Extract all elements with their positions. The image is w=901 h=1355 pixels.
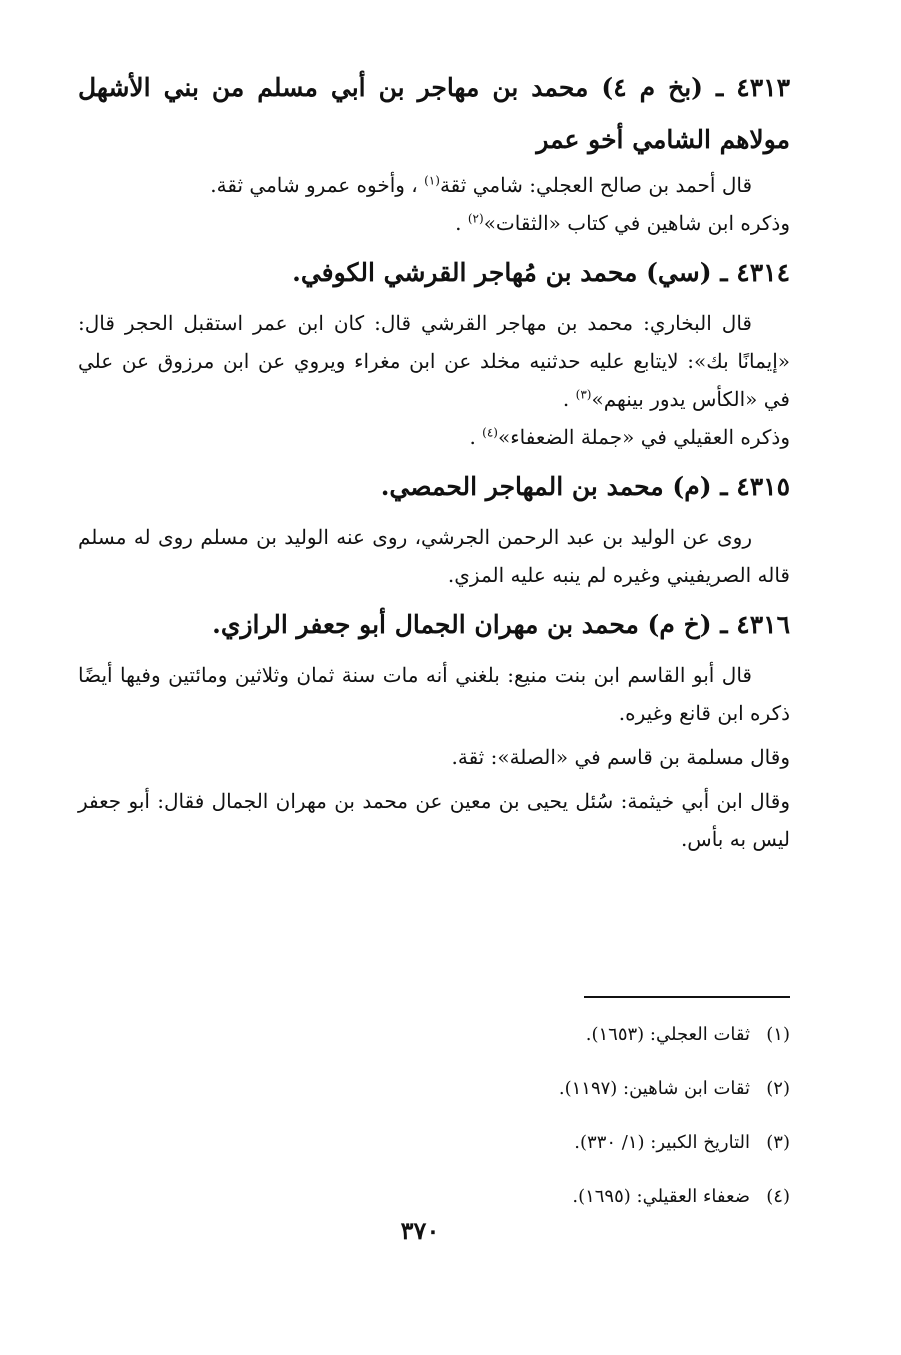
footnote-ref[interactable]: (٣) [575,387,592,402]
footnote: (٣)التاريخ الكبير: (١/ ٣٣٠). [574,1132,790,1153]
entry-heading: ٤٣١٥ ـ (م) محمد بن المهاجر الحمصي. [380,472,790,501]
entry-paragraph: قال البخاري: محمد بن مهاجر القرشي قال: كان ابن عمر استقبل الحجر قال: «إيمانًا بك»: لايتابع عليه حدثنيه مخلد عن ابن مغراء ويروي عن ابن مرزوق عن علي في «الكأس يدور بينهم»$^{(٣)}$ . [78,311,790,411]
footnote: (٢)ثقات ابن شاهين: (١١٩٧). [558,1078,790,1099]
entry-paragraph: قال أحمد بن صالح العجلي: شامي ثقة$^{(١)}$ ، وأخوه عمرو شامي ثقة. [210,173,752,197]
entry-paragraph: قال أبو القاسم ابن بنت منيع: بلغني أنه مات سنة ثمان وثلاثين ومائتين وفيها أيضًا ذكره ابن قانع وغيره. [78,663,790,725]
footnote: (١)ثقات العجلي: (١٦٥٣). [585,1024,790,1045]
entry-heading: ٤٣١٦ ـ (خ م) محمد بن مهران الجمال أبو جعفر الرازي. [212,610,790,639]
page-body [78,62,790,858]
entry-heading: ٤٣١٤ ـ (سي) محمد بن مُهاجر القرشي الكوفي. [292,258,790,287]
footnote-divider [584,996,790,998]
entry-heading: ٤٣١٣ ـ (بخ م ٤) محمد بن مهاجر بن أبي مسلم من بني الأشهل مولاهم الشامي أخو عمر [78,73,790,154]
footnote-ref[interactable]: (١) [424,173,440,188]
entry-paragraph: روى عن الوليد بن عبد الرحمن الجرشي، روى عنه الوليد بن مسلم روى له مسلم قاله الصريفيني وغيره لم ينبه عليه المزي. [78,525,790,587]
footnote: (٤)ضعفاء العقيلي: (١٦٩٥). [572,1186,790,1207]
footnote-ref[interactable]: (٤) [482,425,498,440]
entry-paragraph: وقال مسلمة بن قاسم في «الصلة»: ثقة. [451,745,790,769]
entry-paragraph: وذكره العقيلي في «جملة الضعفاء»$^{(٤)}$ . [469,425,790,449]
entry-paragraph: وذكره ابن شاهين في كتاب «الثقات»$^{(٢)}$ . [455,211,790,235]
footnotes [300,1008,790,1224]
page-number: ٣٧٠ [400,1216,440,1245]
footnote-ref[interactable]: (٢) [467,211,484,226]
entry-paragraph: وقال ابن أبي خيثمة: سُئل يحيى بن معين عن محمد بن مهران الجمال فقال: أبو جعفر ليس به بأس. [78,789,790,851]
